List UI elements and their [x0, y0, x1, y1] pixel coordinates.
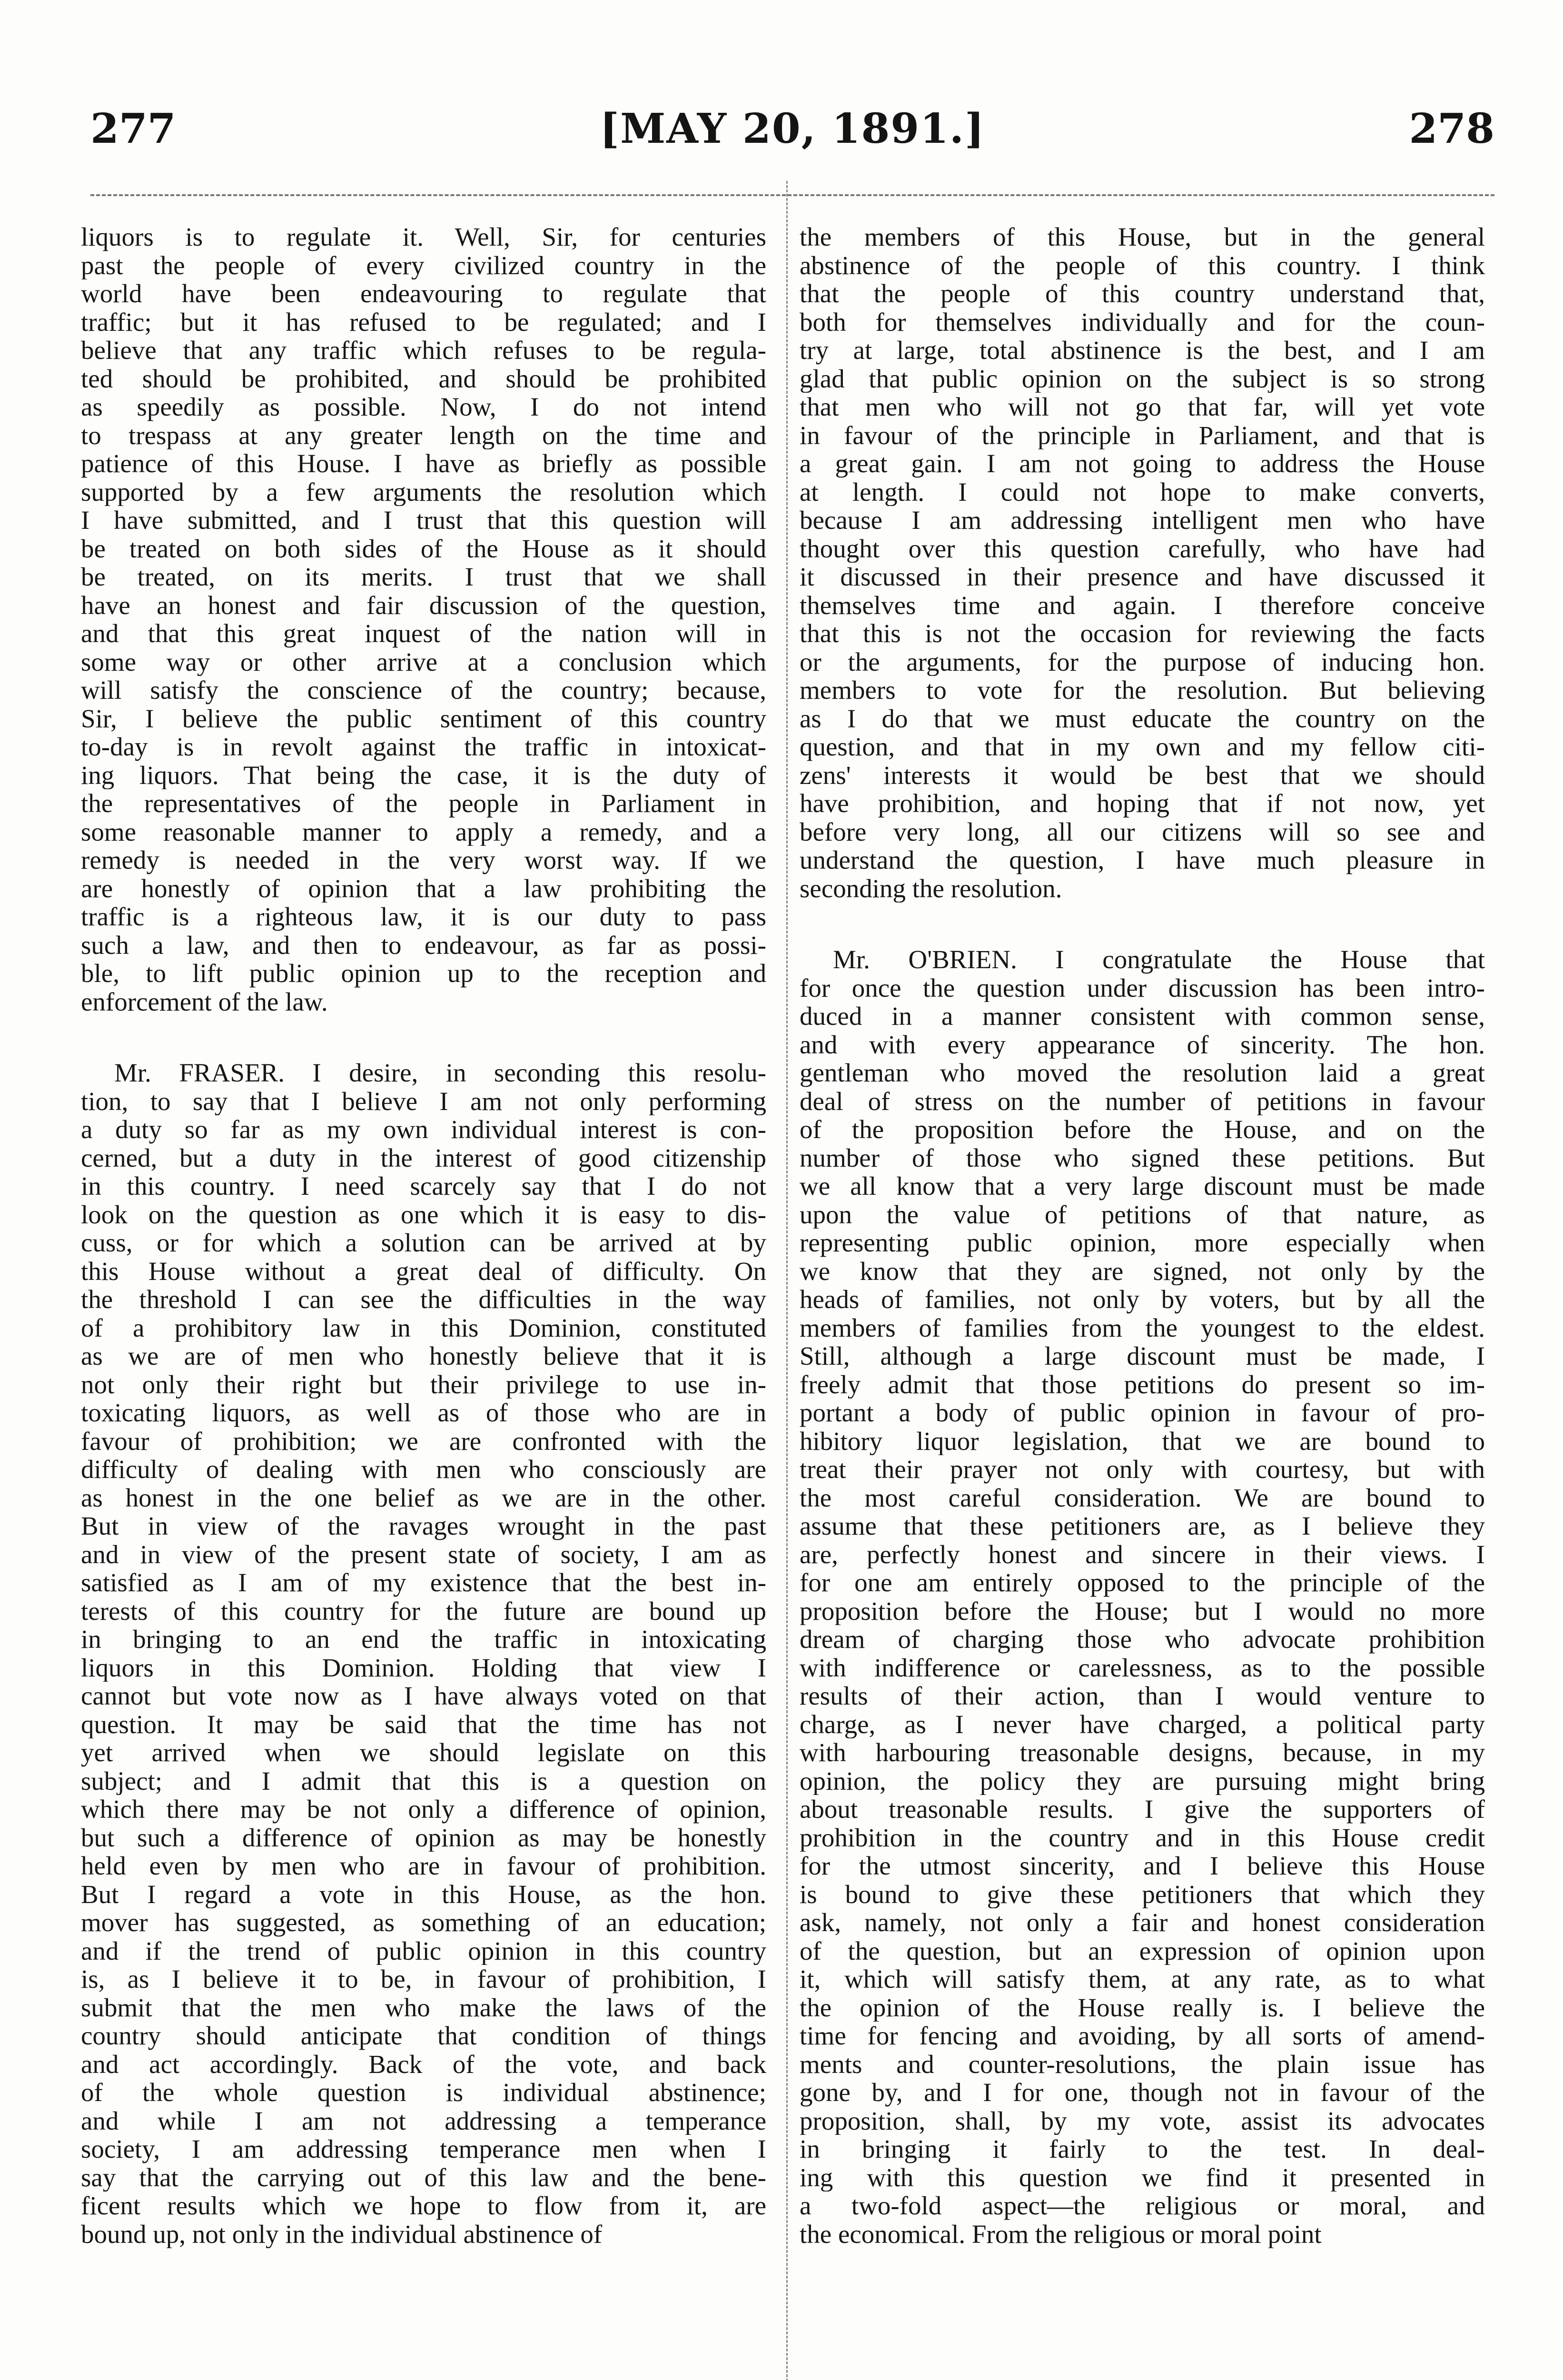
text-line: as we are of men who honestly believe that it is [81, 1342, 766, 1370]
right-paragraph-fraser-continued [800, 223, 1485, 902]
text-line: time for fencing and avoiding, by all sorts of amend- [800, 2022, 1485, 2050]
text-line: a duty so far as my own individual interest is con- [81, 1115, 766, 1144]
text-line: it, which will satisfy them, at any rate, as to what [800, 1965, 1485, 1993]
text-line: be treated, on its merits. I trust that we shall [81, 563, 766, 591]
text-line: held even by men who are in favour of prohibition. [81, 1852, 766, 1880]
text-line: and with every appearance of sincerity. The hon. [800, 1030, 1485, 1059]
text-line: that the people of this country understand that, [800, 279, 1485, 308]
text-line: the representatives of the people in Parliament in [81, 789, 766, 818]
text-line: question. It may be said that the time has not [81, 1710, 766, 1738]
text-line: are honestly of opinion that a law prohibiting the [81, 874, 766, 902]
text-line: the opinion of the House really is. I believe the [800, 1993, 1485, 2022]
text-line: say that the carrying out of this law and the bene- [81, 2163, 766, 2192]
text-line: members to vote for the resolution. But believing [800, 676, 1485, 704]
text-line: duced in a manner consistent with common sense, [800, 1002, 1485, 1031]
text-line: a great gain. I am not going to address the House [800, 449, 1485, 478]
text-line: for one am entirely opposed to the principle of the [800, 1568, 1485, 1597]
text-line: some reasonable manner to apply a remedy, and a [81, 817, 766, 846]
text-line: not only their right but their privilege to use in- [81, 1370, 766, 1398]
text-line: number of those who signed these petitions. But [800, 1143, 1485, 1172]
text-line: traffic is a righteous law, it is our duty to pass [81, 902, 766, 931]
text-line: country should anticipate that condition of things [81, 2022, 766, 2050]
text-line: we know that they are signed, not only by the [800, 1257, 1485, 1285]
text-line: believe that any traffic which refuses to be regula- [81, 336, 766, 365]
text-line: in bringing it fairly to the test. In deal- [800, 2135, 1485, 2163]
text-line: as I do that we must educate the country on the [800, 704, 1485, 733]
page-header [90, 105, 1494, 167]
text-line: tion, to say that I believe I am not only performing [81, 1087, 766, 1115]
text-line: seconding the resolution. [800, 874, 1062, 902]
text-line: Sir, I believe the public sentiment of this country [81, 704, 766, 733]
text-line: but such a difference of opinion as may be honestly [81, 1823, 766, 1852]
text-line: the members of this House, but in the general [800, 223, 1485, 251]
text-line: at length. I could not hope to make converts, [800, 477, 1485, 506]
text-line: in bringing to an end the traffic in intoxicating [81, 1625, 766, 1654]
text-line: to-day is in revolt against the traffic in intoxicat- [81, 733, 766, 761]
text-line: the most careful consideration. We are bound to [800, 1483, 1485, 1512]
text-line: toxicating liquors, as well as of those who are in [81, 1398, 766, 1427]
page-date: [MAY 20, 1891.] [600, 105, 985, 153]
text-line: with indifference or carelessness, as to the possible [800, 1653, 1485, 1682]
text-line: for the utmost sincerity, and I believe this House [800, 1852, 1485, 1880]
right-paragraph-obrien [800, 945, 1485, 2248]
text-line: abstinence of the people of this country. I think [800, 251, 1485, 279]
text-line: past the people of every civilized country in the [81, 251, 766, 279]
text-line: in this country. I need scarcely say that I do not [81, 1172, 766, 1200]
text-line: of the proposition before the House, and on the [800, 1115, 1485, 1144]
text-line: liquors is to regulate it. Well, Sir, for centuries [81, 223, 766, 251]
text-line: ing liquors. That being the case, it is the duty of [81, 761, 766, 789]
text-line: ted should be prohibited, and should be prohibited [81, 364, 766, 393]
text-line: cannot but vote now as I have always voted on that [81, 1682, 766, 1710]
column-divider [786, 181, 788, 2380]
text-line: traffic; but it has refused to be regulated; and I [81, 307, 766, 336]
text-line: members of families from the youngest to the eldest. [800, 1313, 1485, 1342]
text-line: ble, to lift public opinion up to the reception and [81, 959, 766, 988]
text-line: of the whole question is individual abstinence; [81, 2078, 766, 2107]
text-line: with harbouring treasonable designs, because, in my [800, 1738, 1485, 1767]
text-line: will satisfy the conscience of the country; because, [81, 676, 766, 704]
text-line: dream of charging those who advocate prohibition [800, 1625, 1485, 1654]
left-page-number: 277 [90, 105, 176, 153]
text-line: portant a body of public opinion in favour of pro- [800, 1398, 1485, 1427]
text-line: remedy is needed in the very worst way. If we [81, 846, 766, 874]
text-line: proposition before the House; but I would no more [800, 1597, 1485, 1625]
text-line: gone by, and I for one, though not in favour of the [800, 2078, 1485, 2107]
text-line: thought over this question carefully, who have had [800, 534, 1485, 563]
text-line: submit that the men who make the laws of the [81, 1993, 766, 2022]
text-line: Mr. O'BRIEN. I congratulate the House that [833, 945, 1485, 974]
text-line: that this is not the occasion for reviewing the facts [800, 619, 1485, 648]
text-line: Still, although a large discount must be made, I [800, 1342, 1485, 1370]
text-line: a two-fold aspect—the religious or moral, and [800, 2192, 1485, 2220]
text-line: that men who will not go that far, will yet vote [800, 393, 1485, 421]
text-line: freely admit that those petitions do present so im- [800, 1370, 1485, 1398]
text-line: glad that public opinion on the subject is so strong [800, 364, 1485, 393]
text-line: look on the question as one which it is easy to dis- [81, 1200, 766, 1229]
text-line: ing with this question we find it presented in [800, 2163, 1485, 2192]
text-line: and in view of the present state of society, I am as [81, 1540, 766, 1568]
text-line: this House without a great deal of difficulty. On [81, 1257, 766, 1285]
text-line: which there may be not only a difference of opinion, [81, 1795, 766, 1824]
text-line: and that this great inquest of the nation will in [81, 619, 766, 648]
text-line: have an honest and fair discussion of the question, [81, 591, 766, 619]
text-line: gentleman who moved the resolution laid a great [800, 1059, 1485, 1087]
text-line: understand the question, I have much pleasure in [800, 846, 1485, 874]
text-line: liquors in this Dominion. Holding that view I [81, 1653, 766, 1682]
text-line: of a prohibitory law in this Dominion, constituted [81, 1313, 766, 1342]
text-line: assume that these petitioners are, as I believe they [800, 1512, 1485, 1540]
text-line: ask, namely, not only a fair and honest consideration [800, 1908, 1485, 1937]
left-paragraph-fraser [81, 1059, 766, 2248]
right-page-number: 278 [1409, 105, 1494, 153]
text-line: opinion, the policy they are pursuing might bring [800, 1766, 1485, 1795]
header-rule [90, 194, 1494, 196]
text-line: cuss, or for which a solution can be arrived at by [81, 1229, 766, 1257]
text-line: zens' interests it would be best that we should [800, 761, 1485, 789]
text-line: is bound to give these petitioners that which they [800, 1880, 1485, 1908]
text-line: because I am addressing intelligent men who have [800, 506, 1485, 535]
text-line: society, I am addressing temperance men when I [81, 2135, 766, 2163]
text-line: the threshold I can see the difficulties in the way [81, 1285, 766, 1314]
text-line: to trespass at any greater length on the time and [81, 421, 766, 449]
text-line: proposition, shall, by my vote, assist its advocates [800, 2106, 1485, 2135]
text-line: is, as I believe it to be, in favour of prohibition, I [81, 1965, 766, 1993]
text-line: ments and counter-resolutions, the plain issue has [800, 2050, 1485, 2078]
text-line: satisfied as I am of my existence that the best in- [81, 1568, 766, 1597]
text-line: results of their action, than I would venture to [800, 1682, 1485, 1710]
text-line: in favour of the principle in Parliament, and that is [800, 421, 1485, 449]
paragraph-gap [800, 902, 1485, 945]
text-line: it discussed in their presence and have discussed it [800, 563, 1485, 591]
text-line: supported by a few arguments the resolution which [81, 477, 766, 506]
text-line: some way or other arrive at a conclusion which [81, 647, 766, 676]
text-line: difficulty of dealing with men who consciously are [81, 1455, 766, 1484]
text-line: Mr. FRASER. I desire, in seconding this resolu- [114, 1059, 766, 1087]
text-line: and act accordingly. Back of the vote, and back [81, 2050, 766, 2078]
text-line: favour of prohibition; we are confronted with the [81, 1427, 766, 1455]
paragraph-gap [81, 1016, 766, 1059]
text-line: try at large, total abstinence is the best, and I am [800, 336, 1485, 365]
text-line: yet arrived when we should legislate on this [81, 1738, 766, 1767]
text-line: deal of stress on the number of petitions in favour [800, 1087, 1485, 1115]
text-line: before very long, all our citizens will so see and [800, 817, 1485, 846]
text-line: prohibition in the country and in this House credit [800, 1823, 1485, 1852]
text-line: are, perfectly honest and sincere in their views. I [800, 1540, 1485, 1568]
text-line: both for themselves individually and for the coun- [800, 307, 1485, 336]
text-line: as honest in the one belief as we are in the other. [81, 1483, 766, 1512]
text-line: charge, as I never have charged, a political party [800, 1710, 1485, 1738]
text-line: question, and that in my own and my fellow citi- [800, 733, 1485, 761]
text-line: But in view of the ravages wrought in the past [81, 1512, 766, 1540]
text-line: mover has suggested, as something of an education; [81, 1908, 766, 1937]
text-line: subject; and I admit that this is a question on [81, 1766, 766, 1795]
text-line: we all know that a very large discount must be made [800, 1172, 1485, 1200]
right-column [800, 223, 1485, 2380]
text-line: themselves time and again. I therefore conceive [800, 591, 1485, 619]
text-line: enforcement of the law. [81, 987, 328, 1016]
text-line: or the arguments, for the purpose of inducing hon. [800, 647, 1485, 676]
left-paragraph-closing-remarks [81, 223, 766, 1016]
text-line: and while I am not addressing a temperance [81, 2106, 766, 2135]
left-column [81, 223, 766, 2380]
text-line: be treated on both sides of the House as it should [81, 534, 766, 563]
text-line: as speedily as possible. Now, I do not intend [81, 393, 766, 421]
text-line: such a law, and then to endeavour, as far as possi- [81, 931, 766, 959]
text-line: treat their prayer not only with courtesy, but with [800, 1455, 1485, 1484]
text-line: I have submitted, and I trust that this question will [81, 506, 766, 535]
text-line: and if the trend of public opinion in this country [81, 1936, 766, 1965]
text-line: the economical. From the religious or moral point [800, 2220, 1322, 2248]
text-line: for once the question under discussion has been intro- [800, 973, 1485, 1002]
text-line: terests of this country for the future are bound up [81, 1597, 766, 1625]
text-line: cerned, but a duty in the interest of good citizenship [81, 1143, 766, 1172]
text-line: about treasonable results. I give the supporters of [800, 1795, 1485, 1824]
text-line: of the question, but an expression of opinion upon [800, 1936, 1485, 1965]
text-line: But I regard a vote in this House, as the hon. [81, 1880, 766, 1908]
text-line: patience of this House. I have as briefly as possible [81, 449, 766, 478]
text-line: ficent results which we hope to flow from it, are [81, 2192, 766, 2220]
text-line: upon the value of petitions of that nature, as [800, 1200, 1485, 1229]
text-line: world have been endeavouring to regulate that [81, 279, 766, 308]
text-line: hibitory liquor legislation, that we are bound to [800, 1427, 1485, 1455]
text-line: heads of families, not only by voters, but by all the [800, 1285, 1485, 1314]
text-line: have prohibition, and hoping that if not now, yet [800, 789, 1485, 818]
text-line: bound up, not only in the individual abstinence of [81, 2220, 603, 2248]
text-line: representing public opinion, more especially when [800, 1229, 1485, 1257]
